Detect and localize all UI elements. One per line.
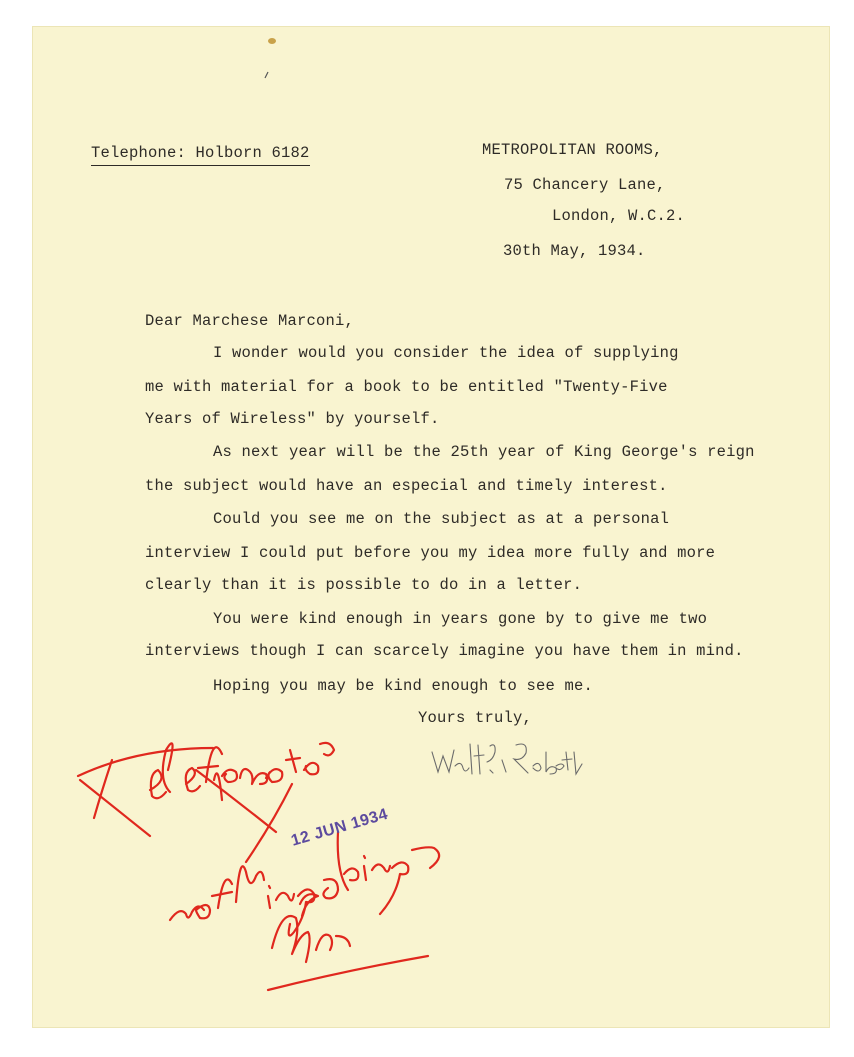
body-line: me with material for a book to be entitled "Twenty-Five <box>145 378 668 396</box>
closing: Yours truly, <box>418 709 533 727</box>
body-line: interview I could put before you my idea more fully and more <box>145 544 716 562</box>
pen-mark <box>265 72 268 78</box>
body-line: Hoping you may be kind enough to see me. <box>213 677 594 695</box>
body-line: As next year will be the 25th year of King George's reign <box>213 443 755 461</box>
body-line: the subject would have an especial and timely interest. <box>145 477 668 495</box>
red-handwritten-note <box>78 743 439 990</box>
date-stamp <box>289 806 390 850</box>
address-line-3: London, W.C.2. <box>552 207 686 225</box>
body-line: You were kind enough in years gone by to give me two <box>213 610 708 628</box>
signature <box>432 744 582 774</box>
stamp-text: 12 JUN 1934 <box>289 805 390 850</box>
salutation: Dear Marchese Marconi, <box>145 312 355 330</box>
address-line-1: METROPOLITAN ROOMS, <box>482 141 663 159</box>
body-line: I wonder would you consider the idea of supplying <box>213 344 679 362</box>
body-line: Could you see me on the subject as at a personal <box>213 510 670 528</box>
letter-date: 30th May, 1934. <box>503 242 646 260</box>
body-line: clearly than it is possible to do in a letter. <box>145 576 583 594</box>
address-line-2: 75 Chancery Lane, <box>504 176 666 194</box>
telephone-line: Telephone: Holborn 6182 <box>91 143 310 166</box>
body-line: interviews though I can scarcely imagine you have them in mind. <box>145 642 744 660</box>
body-line: Years of Wireless" by yourself. <box>145 410 440 428</box>
